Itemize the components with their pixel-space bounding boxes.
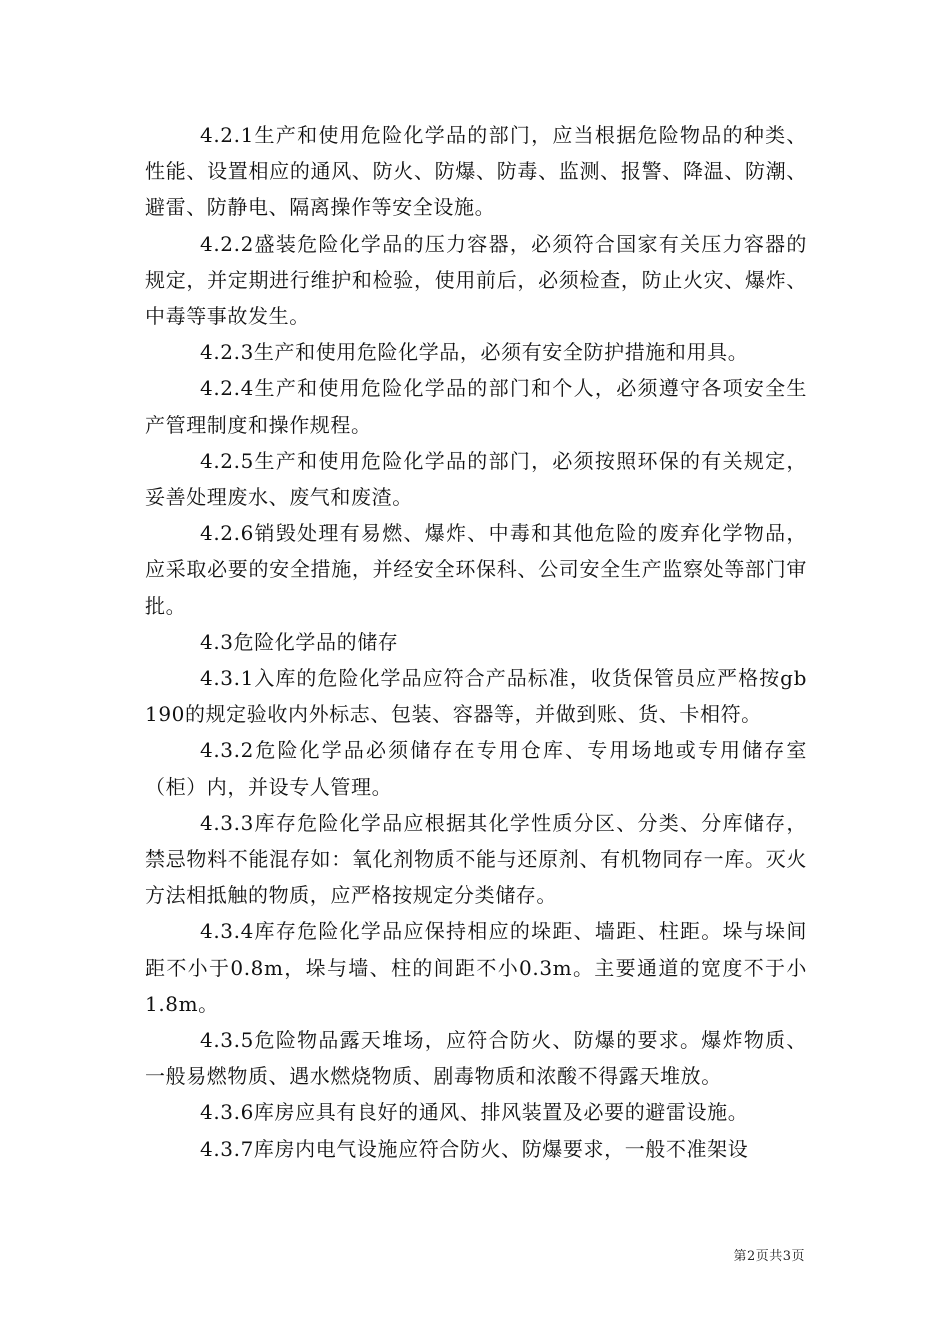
- paragraph-4-3-6: 4.3.6库房应具有良好的通风、排风装置及必要的避雷设施。: [200, 1100, 749, 1125]
- paragraph-4-3-2: 4.3.2危险化学品必须储存在专用仓库、专用场地或专用储存室（柜）内，并设专人管理。: [145, 738, 807, 799]
- document-body: [145, 117, 807, 1167]
- paragraph-4-3-7: 4.3.7库房内电气设施应符合防火、防爆要求，一般不准架设: [200, 1136, 749, 1161]
- paragraph-4-2-2: 4.2.2盛装危险化学品的压力容器，必须符合国家有关压力容器的规定，并定期进行维护和检验，使用前后，必须检查，防止火灾、爆炸、中毒等事故发生。: [145, 231, 807, 329]
- paragraph-4-2-4: 4.2.4生产和使用危险化学品的部门和个人，必须遵守各项安全生产管理制度和操作规程。: [145, 376, 807, 437]
- paragraph-4-3-3: 4.3.3库存危险化学品应根据其化学性质分区、分类、分库储存，禁忌物料不能混存如：氧化剂物质不能与还原剂、有机物同存一库。灭火方法相抵触的物质，应严格按规定分类储存。: [145, 810, 807, 908]
- section-heading-4-3: 4.3危险化学品的储存: [200, 629, 399, 654]
- paragraph-4-2-5: 4.2.5生产和使用危险化学品的部门，必须按照环保的有关规定，妥善处理废水、废气和废渣。: [145, 448, 807, 510]
- paragraph-4-3-1: 4.3.1入库的危险化学品应符合产品标准，收货保管员应严格按gb190的规定验收内外标志、包装、容器等，并做到账、货、卡相符。: [145, 666, 807, 727]
- page-number-footer: 第2页共3页: [733, 1249, 805, 1264]
- paragraph-4-2-1: 4.2.1生产和使用危险化学品的部门，应当根据危险物品的种类、性能、设置相应的通风、防火、防爆、防毒、监测、报警、降温、防潮、避雷、防静电、隔离操作等安全设施。: [145, 123, 807, 220]
- paragraph-4-3-4: 4.3.4库存危险化学品应保持相应的垛距、墙距、柱距。垛与垛间距不小于0.8m，垛与墙、柱的间距不小0.3m。主要通道的宽度不于小1.8m。: [145, 919, 807, 1016]
- paragraph-4-3-5: 4.3.5危险物品露天堆场，应符合防火、防爆的要求。爆炸物质、一般易燃物质、遇水燃烧物质、剧毒物质和浓酸不得露天堆放。: [145, 1028, 807, 1089]
- paragraph-4-2-3: 4.2.3生产和使用危险化学品，必须有安全防护措施和用具。: [200, 340, 749, 365]
- paragraph-4-2-6: 4.2.6销毁处理有易燃、爆炸、中毒和其他危险的废弃化学物品，应采取必要的安全措施，并经安全环保科、公司安全生产监察处等部门审批。: [145, 521, 807, 618]
